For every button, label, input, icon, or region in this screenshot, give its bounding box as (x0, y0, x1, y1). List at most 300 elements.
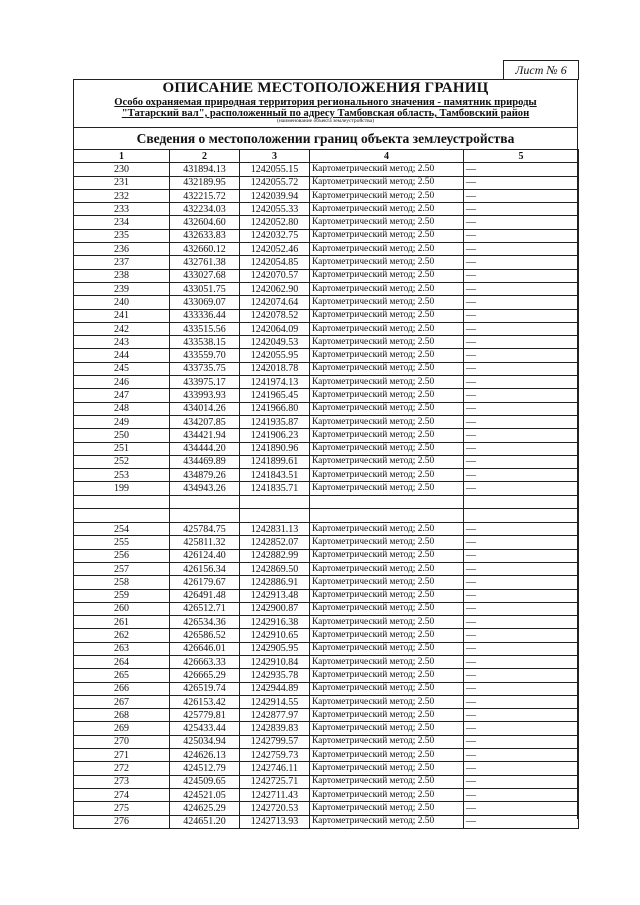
point-number-cell: 236 (74, 243, 170, 256)
method-cell: Картометрический метод; 2.50 (310, 549, 464, 562)
table-row (74, 616, 579, 629)
table-row (74, 189, 579, 202)
empty-cell (74, 509, 170, 523)
point-number-cell: 237 (74, 256, 170, 269)
point-number-cell: 235 (74, 229, 170, 242)
coordinate-x-cell: 424512.79 (170, 762, 240, 775)
coordinate-y-cell: 1242877.97 (240, 709, 310, 722)
table-row (74, 203, 579, 216)
table-row (74, 176, 579, 189)
coordinate-y-cell: 1242799.57 (240, 735, 310, 748)
table-row (74, 256, 579, 269)
point-number-cell: 247 (74, 389, 170, 402)
table-row (74, 429, 579, 442)
point-number-cell: 248 (74, 402, 170, 415)
coordinate-y-cell: 1241935.87 (240, 415, 310, 428)
coordinate-y-cell: 1242711.43 (240, 788, 310, 801)
coordinate-y-cell: 1242052.46 (240, 243, 310, 256)
coordinate-y-cell: 1242055.72 (240, 176, 310, 189)
method-cell: Картометрический метод; 2.50 (310, 336, 464, 349)
table-row (74, 349, 579, 362)
table-row (74, 336, 579, 349)
coordinate-x-cell: 426519.74 (170, 682, 240, 695)
empty-cell (240, 509, 310, 523)
coordinate-x-cell: 426665.29 (170, 669, 240, 682)
method-cell: Картометрический метод; 2.50 (310, 189, 464, 202)
point-number-cell: 230 (74, 163, 170, 176)
table-header-row (74, 150, 579, 163)
method-cell: Картометрический метод; 2.50 (310, 322, 464, 335)
point-number-cell: 242 (74, 322, 170, 335)
table-row (74, 389, 579, 402)
coordinate-y-cell: 1241899.61 (240, 455, 310, 468)
coordinate-x-cell: 426491.48 (170, 589, 240, 602)
point-number-cell: 276 (74, 815, 170, 828)
description-cell: — (464, 695, 579, 708)
coordinates-table-body (74, 163, 579, 829)
point-number-cell: 232 (74, 189, 170, 202)
point-number-cell: 252 (74, 455, 170, 468)
method-cell: Картометрический метод; 2.50 (310, 243, 464, 256)
coordinate-y-cell: 1242720.53 (240, 802, 310, 815)
coordinate-y-cell: 1242055.15 (240, 163, 310, 176)
coordinate-y-cell: 1242062.90 (240, 282, 310, 295)
coordinate-y-cell: 1242055.95 (240, 349, 310, 362)
column-header: 3 (240, 150, 310, 163)
method-cell: Картометрический метод; 2.50 (310, 536, 464, 549)
description-cell: — (464, 455, 579, 468)
coordinate-y-cell: 1242725.71 (240, 775, 310, 788)
method-cell: Картометрический метод; 2.50 (310, 309, 464, 322)
point-number-cell: 262 (74, 629, 170, 642)
point-number-cell: 266 (74, 682, 170, 695)
coordinate-y-cell: 1241890.96 (240, 442, 310, 455)
method-cell: Картометрический метод; 2.50 (310, 709, 464, 722)
coordinate-y-cell: 1242746.11 (240, 762, 310, 775)
coordinate-y-cell: 1242839.83 (240, 722, 310, 735)
table-row (74, 402, 579, 415)
description-cell: — (464, 349, 579, 362)
coordinate-y-cell: 1242713.93 (240, 815, 310, 828)
column-header: 5 (464, 150, 579, 163)
coordinate-y-cell: 1242070.57 (240, 269, 310, 282)
method-cell: Картометрический метод; 2.50 (310, 682, 464, 695)
point-number-cell: 265 (74, 669, 170, 682)
coordinate-y-cell: 1242944.89 (240, 682, 310, 695)
method-cell: Картометрический метод; 2.50 (310, 402, 464, 415)
method-cell: Картометрический метод; 2.50 (310, 602, 464, 615)
point-number-cell: 271 (74, 749, 170, 762)
coordinate-x-cell: 425433.44 (170, 722, 240, 735)
point-number-cell: 264 (74, 655, 170, 668)
method-cell: Картометрический метод; 2.50 (310, 775, 464, 788)
table-row (74, 788, 579, 801)
empty-row (74, 495, 579, 508)
section-title: Сведения о местоположении границ объекта землеустройства (136, 131, 515, 146)
method-cell: Картометрический метод; 2.50 (310, 216, 464, 229)
coordinate-y-cell: 1242910.84 (240, 655, 310, 668)
method-cell: Картометрический метод; 2.50 (310, 176, 464, 189)
description-cell: — (464, 429, 579, 442)
object-description-line2: "Татарский вал", расположенный по адресу Тамбовская область, Тамбовский район (121, 108, 530, 119)
coordinate-x-cell: 425779.81 (170, 709, 240, 722)
object-name-caption: (наименование объекта землеустройства) (277, 118, 374, 124)
header-divider (73, 127, 578, 128)
table-row (74, 482, 579, 495)
point-number-cell: 255 (74, 536, 170, 549)
method-cell: Картометрический метод; 2.50 (310, 695, 464, 708)
coordinate-x-cell: 426663.33 (170, 655, 240, 668)
empty-cell (310, 495, 464, 508)
description-cell: — (464, 256, 579, 269)
empty-cell (170, 495, 240, 508)
table-row (74, 523, 579, 536)
empty-cell (464, 509, 579, 523)
table-row (74, 775, 579, 788)
description-cell: — (464, 176, 579, 189)
method-cell: Картометрический метод; 2.50 (310, 482, 464, 495)
empty-cell (74, 495, 170, 508)
coordinate-x-cell: 433735.75 (170, 362, 240, 375)
empty-cell (240, 495, 310, 508)
point-number-cell: 245 (74, 362, 170, 375)
method-cell: Картометрический метод; 2.50 (310, 523, 464, 536)
description-cell: — (464, 336, 579, 349)
description-cell: — (464, 322, 579, 335)
method-cell: Картометрический метод; 2.50 (310, 349, 464, 362)
table-row (74, 589, 579, 602)
description-cell: — (464, 269, 579, 282)
coordinate-y-cell: 1242054.85 (240, 256, 310, 269)
sheet-number-label: Лист № 6 (503, 60, 579, 80)
coordinate-y-cell: 1241906.23 (240, 429, 310, 442)
description-cell: — (464, 762, 579, 775)
description-cell: — (464, 189, 579, 202)
table-row (74, 562, 579, 575)
table-row (74, 415, 579, 428)
point-number-cell: 257 (74, 562, 170, 575)
coordinate-y-cell: 1242935.78 (240, 669, 310, 682)
coordinate-y-cell: 1242064.09 (240, 322, 310, 335)
coordinate-x-cell: 426153.42 (170, 695, 240, 708)
description-cell: — (464, 376, 579, 389)
description-cell: — (464, 709, 579, 722)
coordinate-x-cell: 424651.20 (170, 815, 240, 828)
method-cell: Картометрический метод; 2.50 (310, 815, 464, 828)
method-cell: Картометрический метод; 2.50 (310, 455, 464, 468)
description-cell: — (464, 815, 579, 828)
table-row (74, 695, 579, 708)
column-header: 4 (310, 150, 464, 163)
description-cell: — (464, 482, 579, 495)
method-cell: Картометрический метод; 2.50 (310, 269, 464, 282)
description-cell: — (464, 549, 579, 562)
table-row (74, 269, 579, 282)
coordinate-x-cell: 426512.71 (170, 602, 240, 615)
table-row (74, 536, 579, 549)
coordinate-x-cell: 425034.94 (170, 735, 240, 748)
method-cell: Картометрический метод; 2.50 (310, 442, 464, 455)
coordinate-x-cell: 426124.40 (170, 549, 240, 562)
point-number-cell: 243 (74, 336, 170, 349)
coordinate-x-cell: 431894.13 (170, 163, 240, 176)
point-number-cell: 272 (74, 762, 170, 775)
point-number-cell: 249 (74, 415, 170, 428)
point-number-cell: 261 (74, 616, 170, 629)
point-number-cell: 269 (74, 722, 170, 735)
point-number-cell: 240 (74, 296, 170, 309)
table-row (74, 762, 579, 775)
method-cell: Картометрический метод; 2.50 (310, 376, 464, 389)
point-number-cell: 244 (74, 349, 170, 362)
point-number-cell: 238 (74, 269, 170, 282)
coordinate-x-cell: 434421.94 (170, 429, 240, 442)
point-number-cell: 199 (74, 482, 170, 495)
method-cell: Картометрический метод; 2.50 (310, 389, 464, 402)
description-cell: — (464, 309, 579, 322)
table-row (74, 749, 579, 762)
coordinate-x-cell: 426179.67 (170, 576, 240, 589)
description-cell: — (464, 602, 579, 615)
method-cell: Картометрический метод; 2.50 (310, 722, 464, 735)
coordinate-y-cell: 1242910.65 (240, 629, 310, 642)
coordinate-y-cell: 1242759.73 (240, 749, 310, 762)
coordinate-x-cell: 424625.29 (170, 802, 240, 815)
description-cell: — (464, 682, 579, 695)
method-cell: Картометрический метод; 2.50 (310, 429, 464, 442)
description-cell: — (464, 589, 579, 602)
point-number-cell: 260 (74, 602, 170, 615)
point-number-cell: 246 (74, 376, 170, 389)
point-number-cell: 231 (74, 176, 170, 189)
description-cell: — (464, 655, 579, 668)
coordinate-x-cell: 424509.65 (170, 775, 240, 788)
method-cell: Картометрический метод; 2.50 (310, 469, 464, 482)
table-row (74, 709, 579, 722)
coordinate-y-cell: 1242900.87 (240, 602, 310, 615)
description-cell: — (464, 642, 579, 655)
coordinate-y-cell: 1242914.55 (240, 695, 310, 708)
coordinate-x-cell: 434879.26 (170, 469, 240, 482)
description-cell: — (464, 415, 579, 428)
point-number-cell: 270 (74, 735, 170, 748)
method-cell: Картометрический метод; 2.50 (310, 788, 464, 801)
coordinate-y-cell: 1242032.75 (240, 229, 310, 242)
coordinate-x-cell: 425811.32 (170, 536, 240, 549)
method-cell: Картометрический метод; 2.50 (310, 762, 464, 775)
point-number-cell: 267 (74, 695, 170, 708)
coordinate-x-cell: 433027.68 (170, 269, 240, 282)
method-cell: Картометрический метод; 2.50 (310, 203, 464, 216)
method-cell: Картометрический метод; 2.50 (310, 415, 464, 428)
table-row (74, 455, 579, 468)
coordinate-x-cell: 433336.44 (170, 309, 240, 322)
coordinate-x-cell: 433559.70 (170, 349, 240, 362)
coordinate-x-cell: 433538.15 (170, 336, 240, 349)
description-cell: — (464, 402, 579, 415)
object-description-line1: Особо охраняемая природная территория регионального значения - памятник природы (114, 97, 537, 108)
description-cell: — (464, 562, 579, 575)
empty-row (74, 509, 579, 523)
coordinate-x-cell: 434469.89 (170, 455, 240, 468)
description-cell: — (464, 802, 579, 815)
description-cell: — (464, 469, 579, 482)
point-number-cell: 253 (74, 469, 170, 482)
coordinate-y-cell: 1242852.07 (240, 536, 310, 549)
coordinate-x-cell: 434943.26 (170, 482, 240, 495)
coordinate-y-cell: 1241965.45 (240, 389, 310, 402)
description-cell: — (464, 669, 579, 682)
point-number-cell: 250 (74, 429, 170, 442)
coordinate-x-cell: 434444.20 (170, 442, 240, 455)
coordinate-x-cell: 433975.17 (170, 376, 240, 389)
table-row (74, 602, 579, 615)
coordinate-y-cell: 1242869.50 (240, 562, 310, 575)
coordinate-y-cell: 1242905.95 (240, 642, 310, 655)
coordinate-x-cell: 433993.93 (170, 389, 240, 402)
method-cell: Картометрический метод; 2.50 (310, 562, 464, 575)
table-row (74, 376, 579, 389)
coordinate-y-cell: 1242052.80 (240, 216, 310, 229)
point-number-cell: 268 (74, 709, 170, 722)
description-cell: — (464, 362, 579, 375)
description-cell: — (464, 163, 579, 176)
table-row (74, 642, 579, 655)
table-row (74, 216, 579, 229)
coordinate-x-cell: 433051.75 (170, 282, 240, 295)
empty-cell (464, 495, 579, 508)
description-cell: — (464, 788, 579, 801)
table-row (74, 322, 579, 335)
coordinate-x-cell: 426156.34 (170, 562, 240, 575)
column-header: 2 (170, 150, 240, 163)
description-cell: — (464, 536, 579, 549)
coordinate-y-cell: 1242049.53 (240, 336, 310, 349)
coordinate-x-cell: 434014.26 (170, 402, 240, 415)
description-cell: — (464, 523, 579, 536)
table-row (74, 309, 579, 322)
coordinates-table (73, 149, 579, 829)
method-cell: Картометрический метод; 2.50 (310, 655, 464, 668)
method-cell: Картометрический метод; 2.50 (310, 589, 464, 602)
method-cell: Картометрический метод; 2.50 (310, 163, 464, 176)
description-cell: — (464, 629, 579, 642)
coordinate-y-cell: 1241843.51 (240, 469, 310, 482)
table-row (74, 655, 579, 668)
method-cell: Картометрический метод; 2.50 (310, 576, 464, 589)
description-cell: — (464, 229, 579, 242)
coordinate-y-cell: 1241974.13 (240, 376, 310, 389)
description-cell: — (464, 389, 579, 402)
point-number-cell: 233 (74, 203, 170, 216)
description-cell: — (464, 216, 579, 229)
column-header: 1 (74, 150, 170, 163)
description-cell: — (464, 243, 579, 256)
description-cell: — (464, 442, 579, 455)
description-cell: — (464, 282, 579, 295)
description-cell: — (464, 722, 579, 735)
method-cell: Картометрический метод; 2.50 (310, 362, 464, 375)
coordinate-x-cell: 432761.38 (170, 256, 240, 269)
description-cell: — (464, 576, 579, 589)
coordinate-x-cell: 424626.13 (170, 749, 240, 762)
description-cell: — (464, 616, 579, 629)
table-row (74, 163, 579, 176)
coordinate-x-cell: 432234.03 (170, 203, 240, 216)
point-number-cell: 234 (74, 216, 170, 229)
table-row (74, 282, 579, 295)
description-cell: — (464, 296, 579, 309)
point-number-cell: 259 (74, 589, 170, 602)
point-number-cell: 263 (74, 642, 170, 655)
coordinate-y-cell: 1242018.78 (240, 362, 310, 375)
method-cell: Картометрический метод; 2.50 (310, 749, 464, 762)
coordinate-y-cell: 1242039.94 (240, 189, 310, 202)
table-row (74, 669, 579, 682)
method-cell: Картометрический метод; 2.50 (310, 229, 464, 242)
coordinate-y-cell: 1242078.52 (240, 309, 310, 322)
method-cell: Картометрический метод; 2.50 (310, 616, 464, 629)
coordinate-x-cell: 425784.75 (170, 523, 240, 536)
coordinate-x-cell: 424521.05 (170, 788, 240, 801)
method-cell: Картометрический метод; 2.50 (310, 802, 464, 815)
method-cell: Картометрический метод; 2.50 (310, 629, 464, 642)
method-cell: Картометрический метод; 2.50 (310, 282, 464, 295)
method-cell: Картометрический метод; 2.50 (310, 669, 464, 682)
table-row (74, 469, 579, 482)
point-number-cell: 251 (74, 442, 170, 455)
method-cell: Картометрический метод; 2.50 (310, 735, 464, 748)
coordinate-y-cell: 1241966.80 (240, 402, 310, 415)
coordinate-x-cell: 426534.36 (170, 616, 240, 629)
point-number-cell: 273 (74, 775, 170, 788)
description-cell: — (464, 735, 579, 748)
point-number-cell: 241 (74, 309, 170, 322)
table-row (74, 576, 579, 589)
coordinate-y-cell: 1242055.33 (240, 203, 310, 216)
coordinate-y-cell: 1242074.64 (240, 296, 310, 309)
table-row (74, 815, 579, 828)
point-number-cell: 254 (74, 523, 170, 536)
description-cell: — (464, 203, 579, 216)
coordinate-y-cell: 1242831.13 (240, 523, 310, 536)
table-row (74, 722, 579, 735)
coordinate-x-cell: 432215.72 (170, 189, 240, 202)
coordinate-x-cell: 426646.01 (170, 642, 240, 655)
coordinate-x-cell: 433515.56 (170, 322, 240, 335)
coordinate-x-cell: 432633.83 (170, 229, 240, 242)
description-cell: — (464, 775, 579, 788)
coordinate-y-cell: 1242886.91 (240, 576, 310, 589)
table-row (74, 629, 579, 642)
table-row (74, 296, 579, 309)
method-cell: Картометрический метод; 2.50 (310, 642, 464, 655)
table-row (74, 549, 579, 562)
coordinate-x-cell: 432660.12 (170, 243, 240, 256)
empty-cell (170, 509, 240, 523)
coordinate-x-cell: 433069.07 (170, 296, 240, 309)
coordinate-x-cell: 434207.85 (170, 415, 240, 428)
table-row (74, 735, 579, 748)
description-cell: — (464, 749, 579, 762)
coordinate-y-cell: 1242882.99 (240, 549, 310, 562)
table-row (74, 362, 579, 375)
method-cell: Картометрический метод; 2.50 (310, 296, 464, 309)
empty-cell (310, 509, 464, 523)
document-title: ОПИСАНИЕ МЕСТОПОЛОЖЕНИЯ ГРАНИЦ (162, 80, 489, 96)
table-row (74, 802, 579, 815)
coordinate-y-cell: 1242913.48 (240, 589, 310, 602)
